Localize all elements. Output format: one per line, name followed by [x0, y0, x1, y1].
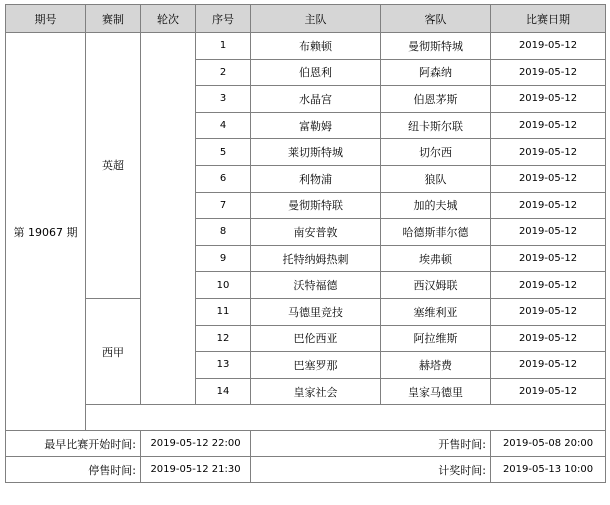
away-team-cell: 阿森纳	[381, 59, 491, 86]
match-date-cell: 2019-05-12	[491, 245, 606, 272]
away-team-cell: 曼彻斯特城	[381, 33, 491, 60]
match-date-cell: 2019-05-12	[491, 33, 606, 60]
home-team-cell: 南安普敦	[251, 219, 381, 246]
issue-cell: 第 19067 期	[6, 33, 86, 431]
seq-cell: 5	[196, 139, 251, 166]
round-cell	[141, 33, 196, 405]
away-team-cell: 哈德斯菲尔德	[381, 219, 491, 246]
seq-cell: 8	[196, 219, 251, 246]
table-row	[6, 33, 606, 60]
home-team-cell: 沃特福德	[251, 272, 381, 299]
lottery-schedule-table	[5, 4, 606, 483]
away-team-cell: 赫塔费	[381, 352, 491, 379]
home-team-cell: 托特纳姆热刺	[251, 245, 381, 272]
spacer-cell	[86, 405, 606, 431]
seq-cell: 3	[196, 86, 251, 113]
home-team-cell: 马德里竞技	[251, 298, 381, 325]
header-away: 客队	[381, 5, 491, 33]
away-team-cell: 西汉姆联	[381, 272, 491, 299]
home-team-cell: 利物浦	[251, 165, 381, 192]
sale-start-value: 2019-05-08 20:00	[491, 431, 606, 457]
earliest-start-label: 最早比赛开始时间:	[6, 431, 141, 457]
seq-cell: 14	[196, 378, 251, 405]
away-team-cell: 切尔西	[381, 139, 491, 166]
home-team-cell: 伯恩利	[251, 59, 381, 86]
seq-cell: 11	[196, 298, 251, 325]
seq-cell: 4	[196, 112, 251, 139]
seq-cell: 10	[196, 272, 251, 299]
away-team-cell: 皇家马德里	[381, 378, 491, 405]
match-date-cell: 2019-05-12	[491, 378, 606, 405]
seq-cell: 1	[196, 33, 251, 60]
header-row	[6, 5, 606, 33]
earliest-start-value: 2019-05-12 22:00	[141, 431, 251, 457]
league-cell-epl: 英超	[86, 33, 141, 299]
match-date-cell: 2019-05-12	[491, 139, 606, 166]
header-issue: 期号	[6, 5, 86, 33]
header-round: 轮次	[141, 5, 196, 33]
seq-cell: 2	[196, 59, 251, 86]
seq-cell: 9	[196, 245, 251, 272]
away-team-cell: 加的夫城	[381, 192, 491, 219]
away-team-cell: 塞维利亚	[381, 298, 491, 325]
seq-cell: 13	[196, 352, 251, 379]
home-team-cell: 曼彻斯特联	[251, 192, 381, 219]
home-team-cell: 巴塞罗那	[251, 352, 381, 379]
seq-cell: 6	[196, 165, 251, 192]
match-date-cell: 2019-05-12	[491, 112, 606, 139]
header-seq: 序号	[196, 5, 251, 33]
seq-cell: 7	[196, 192, 251, 219]
league-cell-laliga: 西甲	[86, 298, 141, 404]
match-date-cell: 2019-05-12	[491, 86, 606, 113]
sale-start-label: 开售时间:	[251, 431, 491, 457]
spacer-row	[6, 405, 606, 431]
footer-row-2	[6, 457, 606, 483]
home-team-cell: 巴伦西亚	[251, 325, 381, 352]
table-row	[6, 298, 606, 325]
match-date-cell: 2019-05-12	[491, 298, 606, 325]
home-team-cell: 莱切斯特城	[251, 139, 381, 166]
match-date-cell: 2019-05-12	[491, 219, 606, 246]
away-team-cell: 伯恩茅斯	[381, 86, 491, 113]
sale-stop-value: 2019-05-12 21:30	[141, 457, 251, 483]
match-date-cell: 2019-05-12	[491, 272, 606, 299]
seq-cell: 12	[196, 325, 251, 352]
header-date: 比赛日期	[491, 5, 606, 33]
match-date-cell: 2019-05-12	[491, 165, 606, 192]
away-team-cell: 埃弗顿	[381, 245, 491, 272]
header-format: 赛制	[86, 5, 141, 33]
home-team-cell: 富勒姆	[251, 112, 381, 139]
footer-row-1	[6, 431, 606, 457]
home-team-cell: 水晶宫	[251, 86, 381, 113]
prize-calc-label: 计奖时间:	[251, 457, 491, 483]
home-team-cell: 皇家社会	[251, 378, 381, 405]
match-date-cell: 2019-05-12	[491, 325, 606, 352]
home-team-cell: 布赖顿	[251, 33, 381, 60]
away-team-cell: 纽卡斯尔联	[381, 112, 491, 139]
away-team-cell: 狼队	[381, 165, 491, 192]
match-date-cell: 2019-05-12	[491, 352, 606, 379]
match-date-cell: 2019-05-12	[491, 192, 606, 219]
away-team-cell: 阿拉维斯	[381, 325, 491, 352]
sale-stop-label: 停售时间:	[6, 457, 141, 483]
match-date-cell: 2019-05-12	[491, 59, 606, 86]
prize-calc-value: 2019-05-13 10:00	[491, 457, 606, 483]
header-home: 主队	[251, 5, 381, 33]
